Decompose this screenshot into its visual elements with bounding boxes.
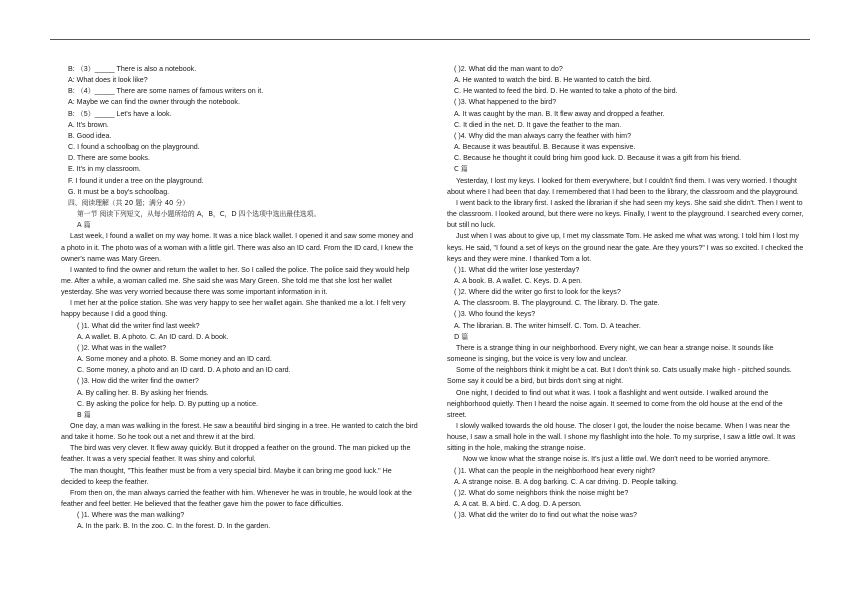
text-line: D. There are some books. (68, 154, 150, 163)
text-line: I met her at the police station. She was very happy to see her wallet again. She thanked me a lot. I felt very happy because I did a good thing. (61, 299, 406, 319)
text-line: A. The classroom. B. The playground. C. The library. D. The gate. (454, 299, 660, 308)
header-rule (50, 39, 810, 40)
text-line: B: （3）_____ There is also a notebook. (68, 65, 197, 73)
text-line: A. The librarian. B. The writer himself. C. Tom. D. A teacher. (454, 321, 641, 330)
text-line: ( )2. What did the man want to do? (454, 65, 563, 73)
text-line: I wanted to find the owner and return the wallet to her. So I called the police. The police said they would help me. After a while, a woman called me. She said she was Mary Green. She told me that she lost her wallet yesterday. She was very worried because there was some important information in it. (61, 265, 410, 297)
text-line: ( )3. Who found the keys? (454, 310, 536, 319)
text-line: There is a strange thing in our neighborhood. Every night, we can hear a strange noise. It sounds like someone is singing, but the voice is very low and unclear. (447, 343, 774, 364)
text-line: A. A strange noise. B. A dog barking. C. A car driving. D. People talking. (454, 477, 678, 486)
text-line: G. It must be a boy's schoolbag. (68, 187, 170, 196)
text-line: ( )1. What can the people in the neighborhood hear every night? (454, 466, 656, 475)
text-line: A: What does it look like? (68, 76, 148, 85)
right-column (447, 64, 804, 521)
text-line: ( )2. What do some neighbors think the noise might be? (454, 488, 629, 497)
text-line: A. In the park. B. In the zoo. C. In the forest. D. In the garden. (77, 522, 271, 531)
text-line: A. A cat. B. A bird. C. A dog. D. A person. (454, 500, 582, 509)
text-line: A. Some money and a photo. B. Some money and an ID card. (77, 355, 272, 364)
text-line: Just when I was about to give up, I met my classmate Tom. He asked me what was wrong. I told him I lost my keys. He said, "I found a set of keys on the ground near the gate. Are they yours?" I was so excited. I checked the keys and they were mine. I thanked Tom a lot. (447, 232, 804, 263)
text-line: A. It's brown. (68, 120, 109, 129)
text-line: ( )1. What did the writer lose yesterday? (454, 265, 580, 274)
text-line: A. He wanted to watch the bird. B. He wanted to catch the bird. (454, 76, 652, 85)
text-line: C. He wanted to feed the bird. D. He wanted to take a photo of the bird. (454, 87, 678, 96)
text-line: E. It's in my classroom. (68, 165, 141, 174)
section-heading: C 篇 (454, 165, 468, 174)
text-line: B: （5）_____ Let's have a look. (68, 109, 172, 118)
section-heading: A 篇 (77, 221, 91, 230)
text-line: One day, a man was walking in the forest. He saw a beautiful bird singing in a tree. He wanted to catch the bird and take it home. So he took out a net and threw it at the bird. (61, 422, 418, 442)
text-line: The bird was very clever. It flew away quickly. But it dropped a feather on the ground. The man picked up the feather. It was a very special feather. It was shiny and colorful. (61, 444, 411, 464)
text-line: C. It died in the net. D. It gave the feather to the man. (454, 120, 622, 129)
text-line: From then on, the man always carried the feather with him. Whenever he was in trouble, he would look at the feather and feel better. He believed that the feather gave him the power to face difficulties. (61, 488, 412, 509)
section-heading: 四、阅读理解（共 20 题；满分 40 分） (68, 198, 190, 207)
text-line: ( )3. How did the writer find the owner? (77, 377, 199, 386)
text-line: One night, I decided to find out what it was. I took a flashlight and went outside. I walked around the neighborhood quietly. Then I heard the noise again. It seemed to come from the old house at the end of the street. (447, 388, 783, 419)
text-line: ( )2. Where did the writer go first to look for the keys? (454, 288, 621, 297)
text-line: F. I found it under a tree on the playground. (68, 176, 204, 185)
left-column (61, 64, 418, 533)
text-line: Yesterday, I lost my keys. I looked for them everywhere, but I couldn't find them. I was very worried. I thought about where I had been that day. I remembered that I had been to the library, the classroom and the playground. (447, 176, 799, 196)
text-line: C. Because he thought it could bring him good luck. D. Because it was a gift from his friend. (454, 154, 742, 163)
text-line: I slowly walked towards the old house. The closer I got, the louder the noise became. When I was near the house, I saw a small hole in the wall. I shone my flashlight into the hole. To my surprise, I saw a little owl. It was sitting in the hole, making the strange noise. (447, 422, 796, 453)
text-line: The man thought, "This feather must be from a very special bird. Maybe it can bring me good luck." He decided to keep the feather. (61, 466, 392, 486)
text-line: C. By asking the police for help. D. By putting up a notice. (77, 399, 258, 408)
text-line: C. Some money, a photo and an ID card. D. A photo and an ID card. (77, 366, 291, 375)
text-line: ( )1. Where was the man walking? (77, 511, 185, 520)
text-line: ( )4. Why did the man always carry the feather with him? (454, 131, 632, 140)
text-line: I went back to the library first. I asked the librarian if she had seen my keys. She said she didn't. Then I went to the classroom. I looked around, but there were no keys. Finally, I went to the playground. I searched every corner, but still no luck. (447, 198, 804, 230)
text-line: A. A wallet. B. A photo. C. An ID card. D. A book. (77, 332, 229, 341)
text-line: A: Maybe we can find the owner through the notebook. (68, 98, 240, 107)
section-heading: D 篇 (454, 332, 469, 341)
section-heading: 第一节 阅读下列短文，从每小题所给的 A，B，C，D 四个选项中选出最佳选项。 (77, 210, 321, 219)
text-line: B: （4）_____ There are some names of famous writers on it. (68, 87, 264, 96)
text-line: A. Because it was beautiful. B. Because it was expensive. (454, 143, 636, 152)
text-line: A. A book. B. A wallet. C. Keys. D. A pen. (454, 276, 583, 285)
text-line: Now we know what the strange noise is. It's just a little owl. We don't need to be worried anymore. (463, 455, 770, 464)
text-line: A. By calling her. B. By asking her friends. (77, 388, 209, 397)
text-line: ( )3. What did the writer do to find out what the noise was? (454, 511, 637, 520)
text-line: C. I found a schoolbag on the playground. (68, 143, 200, 152)
text-line: ( )3. What happened to the bird? (454, 98, 557, 107)
text-line: B. Good idea. (68, 131, 112, 140)
text-line: ( )1. What did the writer find last week? (77, 321, 200, 330)
text-line: Some of the neighbors think it might be a cat. But I don't think so. Cats usually make high - pitched sounds. Some say it could be a bird, but birds don't sing at night. (447, 366, 792, 386)
text-line: A. It was caught by the man. B. It flew away and dropped a feather. (454, 109, 665, 118)
text-line: Last week, I found a wallet on my way home. It was a nice black wallet. I opened it and saw some money and a photo in it. The photo was of a woman with a little girl. There was also an ID card. From the ID card, I knew the owner's name was Mary Green. (61, 232, 414, 263)
text-line: ( )2. What was in the wallet? (77, 343, 167, 352)
section-heading: B 篇 (77, 410, 91, 419)
